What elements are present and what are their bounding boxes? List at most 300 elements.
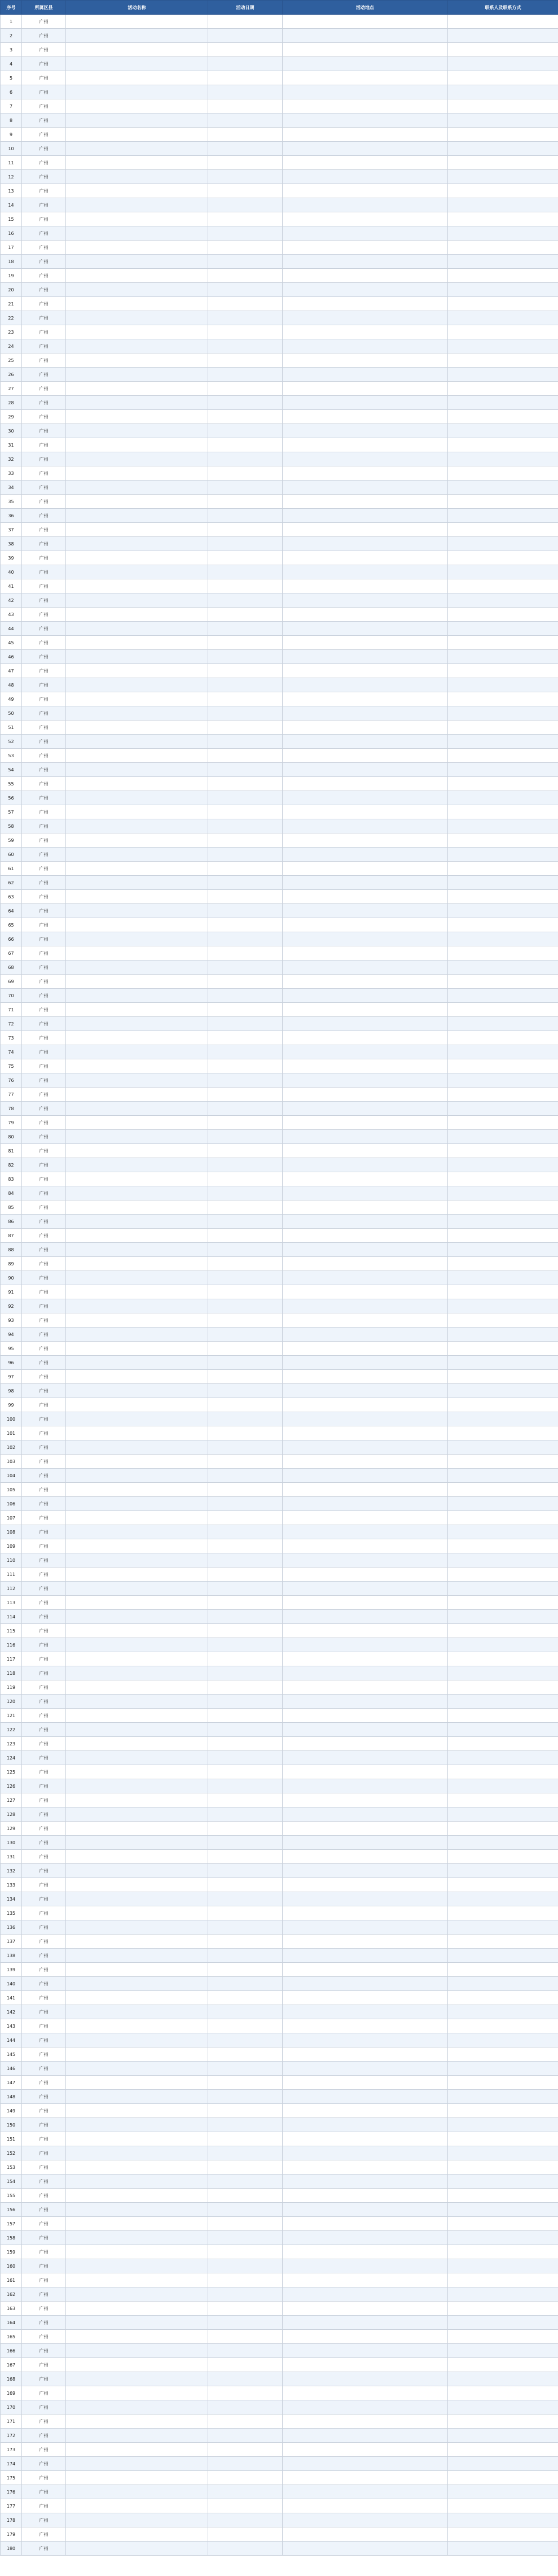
cell-district: 广州 <box>22 2118 66 2132</box>
cell-activity-name <box>66 1624 208 1638</box>
table-row <box>1 1793 558 1807</box>
cell-activity-date <box>208 1624 283 1638</box>
cell-district: 广州 <box>22 128 66 142</box>
cell-activity-date <box>208 1299 283 1313</box>
cell-district: 广州 <box>22 396 66 410</box>
table-row <box>1 1130 558 1144</box>
cell-district: 广州 <box>22 1497 66 1511</box>
cell-serial-number: 96 <box>1 1356 22 1370</box>
cell-activity-date <box>208 2527 283 2542</box>
cell-contact <box>448 721 558 735</box>
cell-activity-date <box>208 1271 283 1285</box>
cell-district: 广州 <box>22 99 66 113</box>
cell-contact <box>448 622 558 636</box>
cell-activity-location <box>283 1610 448 1624</box>
cell-activity-name <box>66 325 208 339</box>
cell-activity-location <box>283 1991 448 2005</box>
table-row <box>1 99 558 113</box>
table-row <box>1 1384 558 1398</box>
cell-contact <box>448 15 558 29</box>
cell-district: 广州 <box>22 1186 66 1200</box>
cell-activity-date <box>208 848 283 862</box>
cell-activity-name <box>66 2386 208 2400</box>
cell-contact <box>448 2316 558 2330</box>
cell-activity-location <box>283 2344 448 2358</box>
cell-activity-date <box>208 650 283 664</box>
cell-activity-name <box>66 1088 208 1102</box>
cell-district: 广州 <box>22 184 66 198</box>
cell-serial-number: 101 <box>1 1426 22 1440</box>
cell-activity-date <box>208 1116 283 1130</box>
cell-activity-location <box>283 255 448 269</box>
cell-activity-location <box>283 763 448 777</box>
cell-serial-number: 171 <box>1 2415 22 2429</box>
cell-district: 广州 <box>22 368 66 382</box>
cell-activity-name <box>66 1412 208 1426</box>
cell-activity-location <box>283 1313 448 1328</box>
cell-district: 广州 <box>22 1920 66 1935</box>
cell-contact <box>448 1991 558 2005</box>
cell-activity-date <box>208 142 283 156</box>
cell-activity-name <box>66 142 208 156</box>
table-row <box>1 1935 558 1949</box>
cell-district: 广州 <box>22 2330 66 2344</box>
cell-activity-name <box>66 2287 208 2302</box>
cell-activity-date <box>208 2302 283 2316</box>
cell-activity-name <box>66 1229 208 1243</box>
cell-activity-location <box>283 1398 448 1412</box>
cell-district: 广州 <box>22 1892 66 1906</box>
table-row <box>1 2485 558 2499</box>
cell-activity-name <box>66 636 208 650</box>
table-row <box>1 1695 558 1709</box>
cell-activity-location <box>283 1356 448 1370</box>
table-row <box>1 2429 558 2443</box>
table-row <box>1 1991 558 2005</box>
cell-contact <box>448 1610 558 1624</box>
cell-activity-date <box>208 1582 283 1596</box>
cell-activity-location <box>283 1017 448 1031</box>
cell-contact <box>448 2400 558 2415</box>
cell-activity-date <box>208 692 283 706</box>
cell-contact <box>448 2287 558 2302</box>
table-row <box>1 819 558 833</box>
cell-activity-date <box>208 2160 283 2175</box>
cell-district: 广州 <box>22 2386 66 2400</box>
table-row <box>1 156 558 170</box>
cell-activity-date <box>208 975 283 989</box>
cell-activity-location <box>283 2062 448 2076</box>
cell-activity-date <box>208 1610 283 1624</box>
cell-serial-number: 119 <box>1 1680 22 1695</box>
cell-serial-number: 104 <box>1 1469 22 1483</box>
cell-activity-date <box>208 353 283 368</box>
cell-district: 广州 <box>22 2047 66 2062</box>
cell-activity-name <box>66 551 208 565</box>
table-row <box>1 1426 558 1440</box>
cell-serial-number: 110 <box>1 1553 22 1568</box>
cell-district: 广州 <box>22 1539 66 1553</box>
cell-contact <box>448 1384 558 1398</box>
cell-district: 广州 <box>22 1709 66 1723</box>
cell-serial-number: 126 <box>1 1779 22 1793</box>
cell-serial-number: 105 <box>1 1483 22 1497</box>
cell-activity-date <box>208 2146 283 2160</box>
cell-activity-location <box>283 579 448 593</box>
cell-activity-location <box>283 1836 448 1850</box>
table-row <box>1 565 558 579</box>
cell-activity-location <box>283 2386 448 2400</box>
table-row <box>1 1172 558 1186</box>
cell-activity-date <box>208 1172 283 1186</box>
cell-activity-name <box>66 678 208 692</box>
cell-district: 广州 <box>22 1059 66 1073</box>
cell-activity-location <box>283 1511 448 1525</box>
cell-district: 广州 <box>22 170 66 184</box>
cell-activity-name <box>66 1342 208 1356</box>
cell-district: 广州 <box>22 1426 66 1440</box>
cell-activity-location <box>283 1328 448 1342</box>
table-row <box>1 960 558 975</box>
cell-activity-name <box>66 1440 208 1455</box>
cell-contact <box>448 551 558 565</box>
table-row <box>1 636 558 650</box>
cell-district: 广州 <box>22 989 66 1003</box>
cell-activity-name <box>66 777 208 791</box>
cell-contact <box>448 1822 558 1836</box>
cell-activity-location <box>283 1652 448 1666</box>
cell-district: 广州 <box>22 466 66 481</box>
cell-activity-name <box>66 523 208 537</box>
cell-district: 广州 <box>22 1384 66 1398</box>
cell-contact <box>448 128 558 142</box>
cell-activity-date <box>208 509 283 523</box>
header-activity-location: 活动地点 <box>283 1 448 15</box>
cell-serial-number: 72 <box>1 1017 22 1031</box>
cell-activity-date <box>208 537 283 551</box>
cell-district: 广州 <box>22 2076 66 2090</box>
cell-serial-number: 121 <box>1 1709 22 1723</box>
cell-district: 广州 <box>22 495 66 509</box>
cell-activity-location <box>283 678 448 692</box>
cell-activity-date <box>208 1059 283 1073</box>
table-row <box>1 2076 558 2090</box>
cell-serial-number: 65 <box>1 918 22 932</box>
cell-activity-location <box>283 1440 448 1455</box>
cell-serial-number: 69 <box>1 975 22 989</box>
table-row <box>1 664 558 678</box>
cell-serial-number: 97 <box>1 1370 22 1384</box>
cell-activity-name <box>66 1610 208 1624</box>
cell-activity-name <box>66 2019 208 2033</box>
cell-activity-location <box>283 918 448 932</box>
cell-activity-name <box>66 735 208 749</box>
cell-contact <box>448 664 558 678</box>
cell-activity-date <box>208 1511 283 1525</box>
cell-district: 广州 <box>22 2471 66 2485</box>
cell-district: 广州 <box>22 2019 66 2033</box>
cell-activity-date <box>208 1158 283 1172</box>
cell-district: 广州 <box>22 1680 66 1695</box>
cell-activity-location <box>283 1285 448 1299</box>
cell-district: 广州 <box>22 1229 66 1243</box>
cell-activity-date <box>208 1991 283 2005</box>
cell-activity-location <box>283 2358 448 2372</box>
cell-activity-location <box>283 805 448 819</box>
cell-serial-number: 133 <box>1 1878 22 1892</box>
cell-district: 广州 <box>22 1695 66 1709</box>
cell-district: 广州 <box>22 975 66 989</box>
cell-district: 广州 <box>22 1850 66 1864</box>
cell-activity-date <box>208 1455 283 1469</box>
cell-contact <box>448 255 558 269</box>
cell-district: 广州 <box>22 1878 66 1892</box>
cell-serial-number: 118 <box>1 1666 22 1680</box>
cell-activity-name <box>66 1949 208 1963</box>
cell-serial-number: 145 <box>1 2047 22 2062</box>
cell-district: 广州 <box>22 212 66 226</box>
table-row <box>1 198 558 212</box>
cell-serial-number: 163 <box>1 2302 22 2316</box>
cell-serial-number: 80 <box>1 1130 22 1144</box>
cell-serial-number: 77 <box>1 1088 22 1102</box>
table-row <box>1 113 558 128</box>
cell-contact <box>448 1525 558 1539</box>
cell-contact <box>448 1342 558 1356</box>
cell-activity-location <box>283 862 448 876</box>
cell-serial-number: 156 <box>1 2203 22 2217</box>
cell-activity-name <box>66 848 208 862</box>
cell-activity-name <box>66 819 208 833</box>
cell-activity-date <box>208 212 283 226</box>
cell-contact <box>448 2005 558 2019</box>
header-row <box>1 1 558 15</box>
cell-activity-date <box>208 2485 283 2499</box>
cell-district: 广州 <box>22 1582 66 1596</box>
cell-contact <box>448 692 558 706</box>
cell-contact <box>448 1059 558 1073</box>
cell-serial-number: 160 <box>1 2259 22 2273</box>
table-row <box>1 509 558 523</box>
cell-contact <box>448 1130 558 1144</box>
cell-contact <box>448 1200 558 1215</box>
cell-serial-number: 21 <box>1 297 22 311</box>
cell-activity-name <box>66 85 208 99</box>
cell-district: 广州 <box>22 706 66 721</box>
cell-activity-date <box>208 1073 283 1088</box>
table-row <box>1 777 558 791</box>
cell-activity-date <box>208 1737 283 1751</box>
cell-contact <box>448 1751 558 1765</box>
cell-activity-name <box>66 1836 208 1850</box>
table-row <box>1 946 558 960</box>
cell-activity-location <box>283 890 448 904</box>
cell-contact <box>448 763 558 777</box>
table-row <box>1 989 558 1003</box>
cell-contact <box>448 1229 558 1243</box>
cell-contact <box>448 1807 558 1822</box>
cell-district: 广州 <box>22 226 66 241</box>
cell-district: 广州 <box>22 1342 66 1356</box>
cell-activity-location <box>283 1229 448 1243</box>
cell-activity-date <box>208 2175 283 2189</box>
cell-district: 广州 <box>22 43 66 57</box>
table-row <box>1 537 558 551</box>
cell-activity-name <box>66 495 208 509</box>
cell-district: 广州 <box>22 2457 66 2471</box>
cell-contact <box>448 1257 558 1271</box>
table-row <box>1 1963 558 1977</box>
cell-serial-number: 16 <box>1 226 22 241</box>
cell-activity-location <box>283 382 448 396</box>
cell-activity-date <box>208 989 283 1003</box>
cell-serial-number: 29 <box>1 410 22 424</box>
cell-serial-number: 159 <box>1 2245 22 2259</box>
cell-activity-name <box>66 2047 208 2062</box>
cell-serial-number: 157 <box>1 2217 22 2231</box>
cell-activity-date <box>208 2542 283 2556</box>
cell-activity-location <box>283 368 448 382</box>
table-row <box>1 2033 558 2047</box>
cell-activity-name <box>66 1737 208 1751</box>
cell-activity-location <box>283 749 448 763</box>
table-row <box>1 1313 558 1328</box>
cell-activity-name <box>66 481 208 495</box>
cell-activity-location <box>283 2457 448 2471</box>
cell-activity-location <box>283 2076 448 2090</box>
cell-activity-date <box>208 622 283 636</box>
table-row <box>1 1892 558 1906</box>
cell-activity-date <box>208 2033 283 2047</box>
cell-activity-location <box>283 1130 448 1144</box>
table-row <box>1 1807 558 1822</box>
cell-contact <box>448 1370 558 1384</box>
cell-serial-number: 61 <box>1 862 22 876</box>
cell-activity-date <box>208 1539 283 1553</box>
cell-activity-location <box>283 1370 448 1384</box>
table-row <box>1 1271 558 1285</box>
cell-district: 广州 <box>22 735 66 749</box>
cell-activity-date <box>208 763 283 777</box>
cell-activity-date <box>208 1596 283 1610</box>
cell-contact <box>448 791 558 805</box>
cell-contact <box>448 735 558 749</box>
cell-serial-number: 152 <box>1 2146 22 2160</box>
table-row <box>1 2499 558 2513</box>
cell-serial-number: 155 <box>1 2189 22 2203</box>
cell-district: 广州 <box>22 1243 66 1257</box>
table-row <box>1 1059 558 1073</box>
table-row <box>1 2344 558 2358</box>
cell-activity-date <box>208 960 283 975</box>
cell-activity-date <box>208 805 283 819</box>
table-row <box>1 2457 558 2471</box>
cell-activity-location <box>283 198 448 212</box>
cell-serial-number: 158 <box>1 2231 22 2245</box>
cell-activity-location <box>283 1920 448 1935</box>
cell-serial-number: 53 <box>1 749 22 763</box>
table-row <box>1 1299 558 1313</box>
cell-contact <box>448 2302 558 2316</box>
cell-activity-location <box>283 339 448 353</box>
cell-activity-date <box>208 2415 283 2429</box>
cell-activity-location <box>283 113 448 128</box>
cell-activity-date <box>208 2443 283 2457</box>
cell-contact <box>448 1031 558 1045</box>
cell-serial-number: 122 <box>1 1723 22 1737</box>
cell-district: 广州 <box>22 410 66 424</box>
cell-activity-location <box>283 848 448 862</box>
table-row <box>1 368 558 382</box>
cell-activity-name <box>66 608 208 622</box>
table-row <box>1 1709 558 1723</box>
cell-contact <box>448 212 558 226</box>
cell-serial-number: 123 <box>1 1737 22 1751</box>
table-row <box>1 2287 558 2302</box>
cell-activity-date <box>208 932 283 946</box>
cell-activity-date <box>208 608 283 622</box>
cell-serial-number: 45 <box>1 636 22 650</box>
cell-activity-date <box>208 2047 283 2062</box>
cell-contact <box>448 904 558 918</box>
cell-contact <box>448 1426 558 1440</box>
cell-activity-date <box>208 1709 283 1723</box>
cell-contact <box>448 43 558 57</box>
cell-serial-number: 62 <box>1 876 22 890</box>
cell-district: 广州 <box>22 1666 66 1680</box>
cell-district: 广州 <box>22 1299 66 1313</box>
cell-activity-location <box>283 1751 448 1765</box>
cell-activity-name <box>66 1652 208 1666</box>
cell-activity-location <box>283 1793 448 1807</box>
cell-district: 广州 <box>22 721 66 735</box>
cell-district: 广州 <box>22 692 66 706</box>
cell-contact <box>448 325 558 339</box>
cell-activity-name <box>66 311 208 325</box>
cell-serial-number: 41 <box>1 579 22 593</box>
cell-activity-name <box>66 946 208 960</box>
cell-serial-number: 56 <box>1 791 22 805</box>
cell-activity-location <box>283 1553 448 1568</box>
cell-serial-number: 167 <box>1 2358 22 2372</box>
cell-activity-name <box>66 960 208 975</box>
cell-activity-name <box>66 1638 208 1652</box>
cell-district: 广州 <box>22 2542 66 2556</box>
cell-activity-date <box>208 85 283 99</box>
cell-contact <box>448 1328 558 1342</box>
cell-activity-name <box>66 1172 208 1186</box>
cell-activity-name <box>66 184 208 198</box>
cell-activity-location <box>283 241 448 255</box>
cell-district: 广州 <box>22 2189 66 2203</box>
table-row <box>1 1017 558 1031</box>
cell-contact <box>448 1172 558 1186</box>
table-row <box>1 650 558 664</box>
cell-serial-number: 14 <box>1 198 22 212</box>
cell-serial-number: 83 <box>1 1172 22 1186</box>
cell-serial-number: 49 <box>1 692 22 706</box>
cell-contact <box>448 2160 558 2175</box>
cell-activity-date <box>208 1850 283 1864</box>
cell-contact <box>448 452 558 466</box>
cell-contact <box>448 1920 558 1935</box>
cell-activity-name <box>66 297 208 311</box>
cell-activity-location <box>283 1116 448 1130</box>
cell-activity-name <box>66 1102 208 1116</box>
cell-activity-name <box>66 1991 208 2005</box>
cell-activity-location <box>283 876 448 890</box>
cell-contact <box>448 438 558 452</box>
